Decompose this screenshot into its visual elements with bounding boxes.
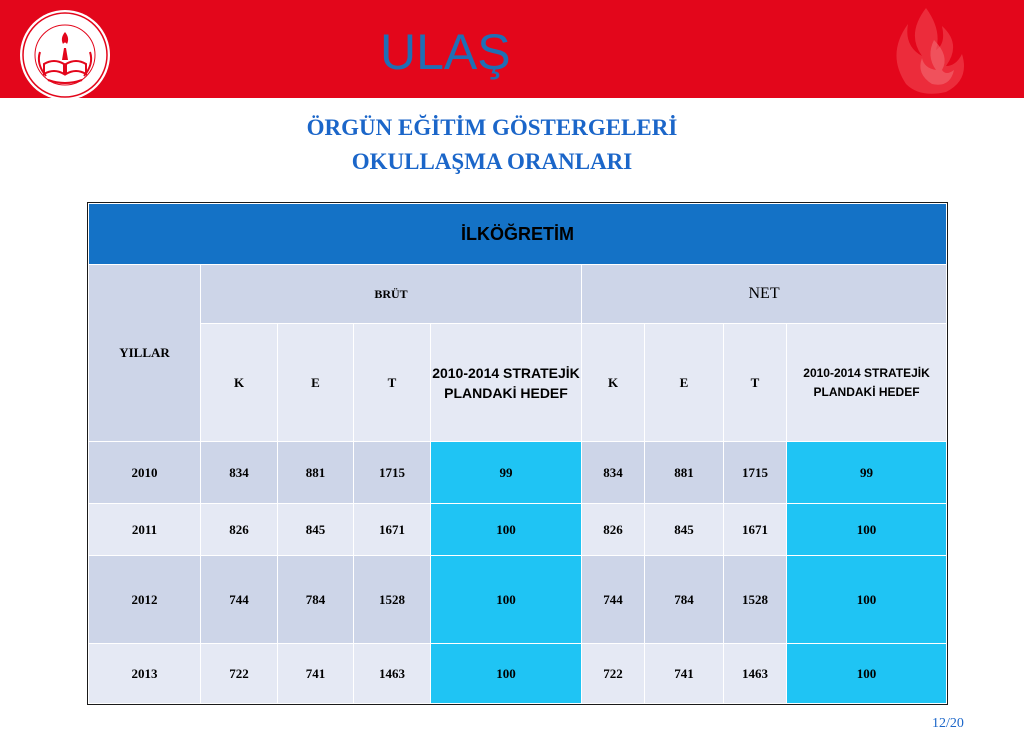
net-t-cell: 1715: [724, 442, 787, 504]
net-e-cell: 845: [645, 504, 724, 556]
year-cell: 2012: [89, 556, 201, 644]
net-t-cell: 1671: [724, 504, 787, 556]
page-number: 12/20: [932, 716, 964, 731]
table-row: [89, 504, 947, 556]
brut-t-header: T: [354, 324, 431, 442]
brut-k-cell: 826: [201, 504, 278, 556]
net-e-header: E: [645, 324, 724, 442]
brut-t-cell: 1528: [354, 556, 431, 644]
brut-k-cell: 834: [201, 442, 278, 504]
subtitle-indicators: ÖRGÜN EĞİTİM GÖSTERGELERİ: [306, 115, 678, 140]
net-e-cell: 881: [645, 442, 724, 504]
net-target-cell: 100: [787, 504, 947, 556]
brut-k-header: K: [201, 324, 278, 442]
ministry-logo: [18, 8, 112, 102]
net-target-cell: 100: [787, 556, 947, 644]
brut-k-cell: 744: [201, 556, 278, 644]
net-t-header: T: [724, 324, 787, 442]
table-row: [89, 442, 947, 504]
net-group-header: NET: [582, 265, 947, 324]
net-k-cell: 826: [582, 504, 645, 556]
table-main-header: İLKÖĞRETİM: [89, 204, 947, 265]
years-header: YILLAR: [89, 265, 201, 442]
brut-target-cell: 100: [431, 556, 582, 644]
year-cell: 2013: [89, 644, 201, 704]
brut-k-cell: 722: [201, 644, 278, 704]
brut-t-cell: 1463: [354, 644, 431, 704]
brut-t-cell: 1715: [354, 442, 431, 504]
brut-group-header: BRÜT: [201, 265, 582, 324]
net-k-cell: 744: [582, 556, 645, 644]
year-cell: 2010: [89, 442, 201, 504]
net-e-cell: 741: [645, 644, 724, 704]
brut-t-cell: 1671: [354, 504, 431, 556]
table-row: [89, 556, 947, 644]
page-title: ULAŞ: [380, 24, 511, 80]
brut-target-cell: 100: [431, 644, 582, 704]
net-k-header: K: [582, 324, 645, 442]
year-cell: 2011: [89, 504, 201, 556]
brut-e-cell: 741: [278, 644, 354, 704]
brut-target-cell: 99: [431, 442, 582, 504]
brut-strategic-target-header: 2010-2014 STRATEJİK PLANDAKİ HEDEF: [431, 324, 582, 442]
net-target-cell: 100: [787, 644, 947, 704]
header-banner: [0, 0, 1024, 98]
net-target-cell: 99: [787, 442, 947, 504]
brut-e-cell: 784: [278, 556, 354, 644]
net-k-cell: 722: [582, 644, 645, 704]
brut-target-cell: 100: [431, 504, 582, 556]
brut-e-cell: 845: [278, 504, 354, 556]
brut-e-header: E: [278, 324, 354, 442]
net-e-cell: 784: [645, 556, 724, 644]
enrollment-table: [88, 203, 947, 704]
table-row: [89, 644, 947, 704]
subtitle-enrollment-rates: OKULLAŞMA ORANLARI: [351, 149, 633, 174]
net-k-cell: 834: [582, 442, 645, 504]
brut-e-cell: 881: [278, 442, 354, 504]
net-strategic-target-header: 2010-2014 STRATEJİK PLANDAKİ HEDEF: [787, 324, 947, 442]
net-t-cell: 1463: [724, 644, 787, 704]
flame-icon: [876, 4, 986, 98]
net-t-cell: 1528: [724, 556, 787, 644]
